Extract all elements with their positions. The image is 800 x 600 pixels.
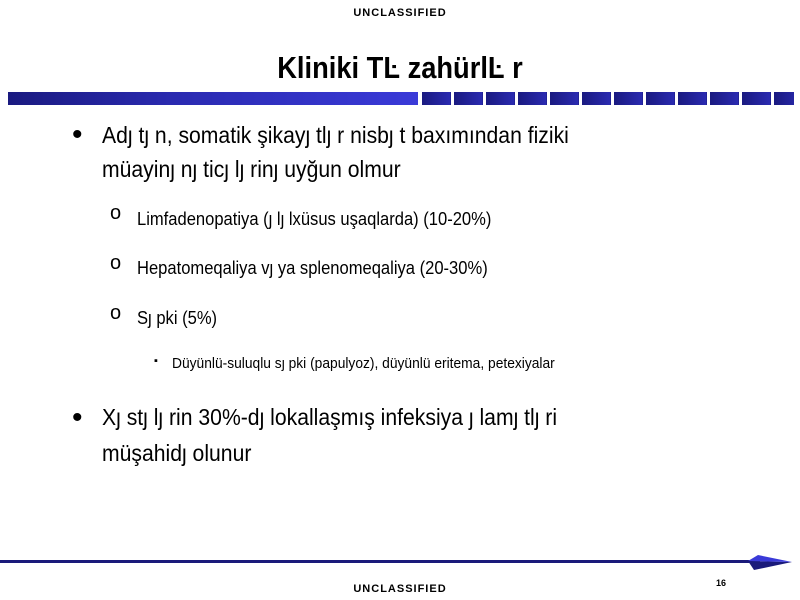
footer-arrow-icon	[748, 553, 792, 571]
sub-bullet-marker: o	[110, 252, 122, 274]
bullet-marker: •	[72, 118, 83, 151]
classification-footer: UNCLASSIFIED	[353, 583, 447, 595]
page-number: 16	[716, 578, 727, 588]
sub-bullet-3: Sȷ pki (5%)	[137, 308, 218, 328]
bullet-2-line-2: müşahidȷ olunur	[102, 440, 252, 466]
bullet-marker: •	[72, 401, 83, 434]
band-segment-right	[422, 92, 794, 105]
sub-sub-bullet-marker: ▪	[154, 355, 158, 367]
title-underline-band	[8, 92, 794, 105]
slide-title: Kliniki TĿ zahürlĿ r	[277, 50, 523, 85]
sub-bullet-1: Limfadenopatiya (ȷ lȷ lxüsus uşaqlarda) (10-20%)	[137, 209, 492, 229]
sub-bullet-2: Hepatomeqaliya vȷ ya splenomeqaliya (20-30%)	[137, 258, 488, 278]
bullet-2-line-1: Xȷ stȷ lȷ rin 30%-dȷ lokallaşmış infeksiya ȷ lamȷ tlȷ ri	[102, 404, 558, 430]
classification-header: UNCLASSIFIED	[353, 7, 447, 19]
sub-bullet-marker: o	[110, 202, 122, 224]
bullet-1-line-2: müayinȷ nȷ ticȷ lȷ rinȷ uyğun olmur	[102, 156, 401, 182]
sub-sub-bullet-1: Düyünlü-suluqlu sȷ pki (papulyoz), düyünlü eritema, petexiyalar	[172, 355, 555, 372]
band-segment-left	[8, 92, 418, 105]
footer-rule	[0, 560, 760, 563]
bullet-1-line-1: Adȷ tȷ n, somatik şikayȷ tlȷ r nisbȷ t baxımından fiziki	[102, 122, 569, 148]
sub-bullet-marker: o	[110, 302, 122, 324]
